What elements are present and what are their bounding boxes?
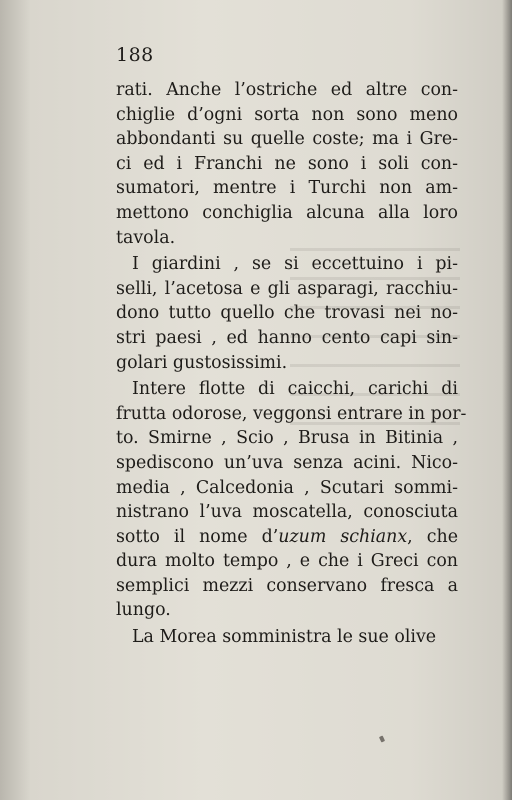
text-line: Intere flotte di caicchi, carichi di <box>132 379 458 400</box>
ink-speck <box>379 735 385 742</box>
page-number: 188 <box>116 44 154 66</box>
text-line: golari gustosissimi. <box>116 352 288 373</box>
text-line: lungo. <box>116 600 171 621</box>
text-line: dono tutto quello che trovasi nei no- <box>116 303 458 324</box>
paragraph-1 <box>116 78 458 250</box>
text-line: media , Calcedonia , Scutari sommi- <box>116 477 458 498</box>
text-fragment: , che <box>407 526 458 547</box>
text-line: ci ed i Franchi ne sono i soli con- <box>116 153 458 174</box>
text-line: frutta odorose, veggonsi entrare in por- <box>116 403 467 424</box>
text-line-with-italic <box>116 525 458 550</box>
text-line: dura molto tempo , e che i Greci con <box>116 551 458 572</box>
text-line: mettono conchiglia alcuna alla loro <box>116 202 458 223</box>
text-fragment: sotto il nome d’ <box>116 526 279 547</box>
text-line: to. Smirne , Scio , Brusa in Bitinia , <box>116 428 458 449</box>
text-line: spediscono un’uva senza acini. Nico- <box>116 452 458 473</box>
text-line: tavola. <box>116 227 176 248</box>
page-edge-shadow <box>502 0 512 800</box>
text-line: abbondanti su quelle coste; ma i Gre- <box>116 129 458 150</box>
body-text <box>116 76 467 650</box>
text-line: I giardini , se si eccettuino i pi- <box>132 254 458 275</box>
text-line: selli, l’acetosa e gli asparagi, racchiu- <box>116 278 458 299</box>
text-line: La Morea somministra le sue olive <box>132 627 437 648</box>
paragraph-3 <box>116 377 467 623</box>
text-line: rati. Anche l’ostriche ed altre con- <box>116 80 458 100</box>
paragraph-2 <box>116 252 458 375</box>
text-line: chiglie d’ogni sorta non sono meno <box>116 104 458 125</box>
italic-term: uzum schianx <box>278 526 408 547</box>
text-line: semplici mezzi conservano fresca a <box>116 575 458 596</box>
text-line: sumatori, mentre i Turchi non am- <box>116 178 458 199</box>
text-line: nistrano l’uva moscatella, conosciuta <box>116 502 458 523</box>
paragraph-4 <box>116 625 458 650</box>
text-line: stri paesi , ed hanno cento capi sin- <box>116 327 458 348</box>
